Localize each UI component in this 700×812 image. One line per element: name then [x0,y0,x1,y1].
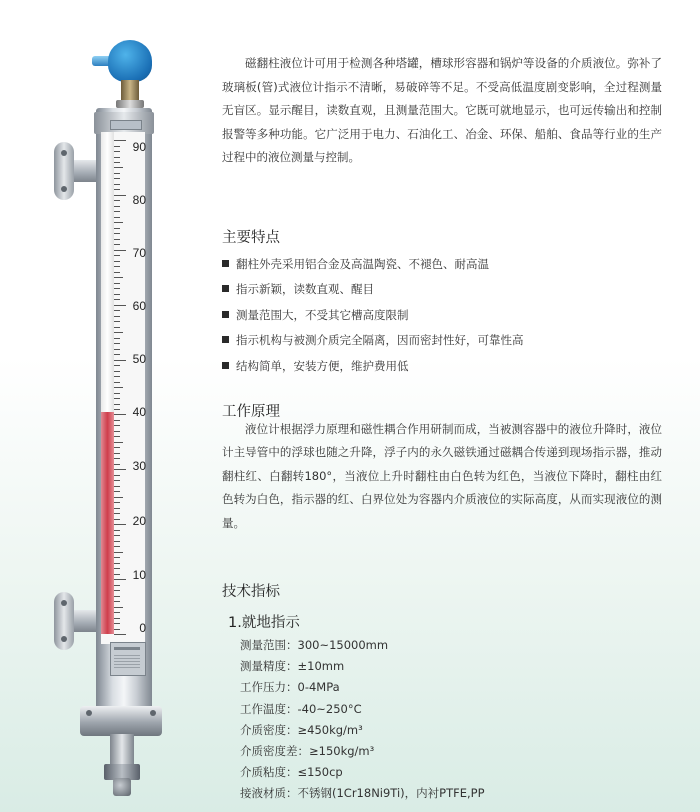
scale-tick [114,420,120,421]
intro-paragraph: 磁翻柱液位计可用于检测各种塔罐，槽球形容器和锅炉等设备的介质液位。弥补了玻璃板(管)式液位计指示不清晰，易破碎等不足。不受高低温度剧变影响，全过程测量无盲区。显示醒目，读数直观，且测量范围大。它既可就地显示，也可远传输出和控制报警等多种功能。它广泛用于电力、石油化工、冶金、环保、船舶、食品等行业的生产过程中的液位测量与控制。 [222,56,662,165]
scale-tick [114,596,120,597]
scale-tick [114,502,120,503]
scale-tick [114,343,120,344]
scale-tick [114,530,120,531]
scale-label: 60 [132,299,146,313]
scale-tick [114,524,126,525]
scale-tick [114,211,120,212]
scale-tick [114,607,123,608]
scale-tick [114,321,120,322]
spec-item: 介质粘度：≤150cp [240,765,343,780]
level-gauge-illustration [0,0,200,812]
scale-label: 20 [132,514,146,528]
scale-tick [114,244,120,245]
scale-tick [114,436,120,437]
scale-tick [114,557,120,558]
scale-label: 40 [132,405,146,419]
feature-item [222,307,662,332]
scale-tick [114,425,120,426]
feature-text: 指示机构与被测介质完全隔离，因而密封性好，可靠性高 [236,333,524,348]
scale-tick [114,563,120,564]
flange-bolt [61,600,67,606]
scale-tick [114,316,120,317]
scale-tick [114,475,120,476]
scale-tick [114,513,120,514]
scale-tick [114,574,120,575]
scale-tick [114,447,120,448]
feature-item [222,281,662,306]
scale-tick [114,414,126,415]
scale-tick [114,601,120,602]
scale-tick [114,508,120,509]
scale-tick [114,146,120,147]
scale-tick [114,349,120,350]
scale-tick [114,217,120,218]
scale-tick [114,151,120,152]
scale-tick [114,618,120,619]
spec-item: 接液材质：不锈钢(1Cr18Ni9Ti)，内衬PTFE,PP [240,786,485,801]
junction-box-neck [121,80,139,102]
junction-box [108,40,152,82]
scale-tick [114,327,120,328]
nameplate-top [110,120,142,130]
scale-tick [114,546,120,547]
flange-bolt [150,710,156,716]
scale-tick [114,387,123,388]
scale-tick [114,469,126,470]
scale-tick [114,173,120,174]
scale-tick [114,250,126,251]
scale-tick [114,376,120,377]
scale-tick [114,464,120,465]
flange-bolt [61,186,67,192]
scale-tick [114,519,120,520]
scale-tick [114,480,120,481]
bullet-icon [222,336,229,343]
feature-item [222,332,662,357]
scale-tick [114,491,120,492]
scale-tick [114,206,120,207]
scale-tick [114,590,120,591]
scale-tick [114,332,123,333]
scale-tick [114,458,120,459]
flange-bolt [86,710,92,716]
scale-tick [114,354,120,355]
bullet-icon [222,260,229,267]
nameplate-bottom [110,642,146,676]
drain-cap [113,778,131,796]
flange-bolt [61,150,67,156]
spec-item: 测量精度：±10mm [240,659,345,674]
scale-tick [114,360,126,361]
scale-tick [114,535,120,536]
scale-tick [114,288,120,289]
features-list [222,256,662,383]
scale-tick [114,189,120,190]
scale-tick [114,277,123,278]
scale-tick [114,184,120,185]
scale-tick [114,261,120,262]
specs-title: 技术指标 [222,584,280,600]
scale-label: 50 [132,352,146,366]
scale-tick [114,409,120,410]
scale-tick [114,239,120,240]
feature-item [222,256,662,281]
scale-tick [114,294,120,295]
spec-item: 介质密度差：≥150kg/m³ [240,743,375,758]
specs-subtitle: 1.就地指示 [228,615,300,631]
scale-label: 0 [139,621,146,635]
feature-text: 结构简单，安装方便，维护费用低 [236,358,409,373]
spec-item: 测量范围：300~15000mm [240,638,389,652]
flange-bolt [61,636,67,642]
bottom-stem [110,734,134,766]
scale-tick [114,365,120,366]
scale-tick [114,453,120,454]
scale-tick [114,431,120,432]
scale-tick [114,497,123,498]
scale-tick [114,552,123,553]
feature-text: 翻柱外壳采用铝合金及高温陶瓷、不褪色、耐高温 [236,257,489,271]
junction-box-ring [116,100,144,108]
scale-tick [114,272,120,273]
scale-tick [114,541,120,542]
scale-tick [114,222,123,223]
scale-tick [114,634,126,635]
scale-tick [114,371,120,372]
scale-tick [114,162,120,163]
scale-tick [114,228,120,229]
scale-tick [114,167,123,168]
scale-tick [114,305,126,306]
features-title: 主要特点 [222,230,280,246]
scale-tick [114,486,120,487]
scale-tick [114,233,120,234]
feature-item [222,358,662,383]
scale-tick [114,299,120,300]
scale-tick [114,157,120,158]
scale-tick [114,283,120,284]
spec-item: 介质密度：≥450kg/m³ [240,722,363,737]
scale-label: 90 [132,140,146,154]
scale-tick [114,310,120,311]
spec-item: 工作压力：0-4MPa [240,680,340,695]
scale-tick [114,623,120,624]
scale-label: 10 [132,568,146,582]
scale-tick [114,338,120,339]
scale-tick [114,140,126,141]
scale-tick [114,585,120,586]
scale-tick [114,255,120,256]
principle-title: 工作原理 [222,404,280,420]
scale-tick [114,579,126,580]
scale-tick [114,404,120,405]
scale-label: 70 [132,246,146,260]
feature-text: 测量范围大，不受其它槽高度限制 [236,307,409,322]
scale-tick [114,398,120,399]
scale-tick [114,393,120,394]
scale-tick [114,382,120,383]
scale-tick [114,612,120,613]
scale-label: 30 [132,459,146,473]
scale-tick [114,266,120,267]
scale-tick [114,442,123,443]
scale-tick [114,568,120,569]
red-flip-column [101,412,114,634]
scale-tick [114,200,120,201]
white-flip-column [101,132,114,412]
principle-paragraph: 液位计根据浮力原理和磁性耦合作用研制而成，当被测容器中的液位升降时，液位计主导管中的浮球也随之升降，浮子内的永久磁铁通过磁耦合传递到现场指示器，推动翻柱红、白翻转180°，当液位上升时翻柱由白色转为红色，当液位下降时，翻柱由红色转为白色，指示器的红、白界位处为容器内介质液位的实际高度，从而实现液位的测量。 [222,422,662,530]
scale-tick [114,178,120,179]
feature-text: 指示新颖，读数直观、醒目 [236,282,374,297]
bullet-icon [222,285,229,292]
bullet-icon [222,362,229,369]
bullet-icon [222,311,229,318]
scale-tick [114,629,120,630]
spec-item: 工作温度：-40~250°C [240,701,362,716]
scale-tick [114,195,126,196]
specs-list [240,637,680,807]
scale-label: 80 [132,193,146,207]
